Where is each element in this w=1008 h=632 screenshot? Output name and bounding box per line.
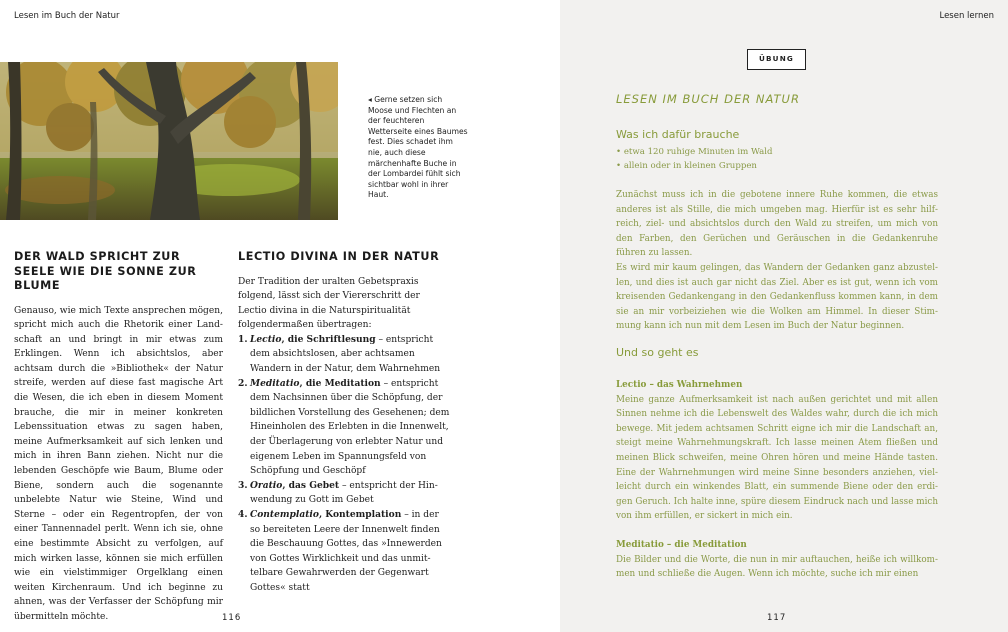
step-block-lectio <box>616 378 938 524</box>
section-heading-lectio: LECTIO DIVINA IN DER NATUR <box>238 250 440 263</box>
running-head-right: Lesen lernen <box>939 11 994 21</box>
page-number-left: 116 <box>222 613 242 623</box>
step-text: Die Bilder und die Worte, die nun in mir auftauchen, heiße ich willkommen und schließe die Augen. Wenn ich möchte, suche ich mir einen <box>616 554 938 580</box>
needs-heading: Was ich dafür brauche <box>616 128 740 141</box>
exercise-intro <box>616 188 938 334</box>
exercise-badge: ÜBUNG <box>747 49 806 70</box>
list-item: 1. Lectio, die Schriftlesung – entspricht dem absichtslosen, aber achtsamen Wandern in der Natur, dem Wahrnehmen <box>238 333 441 375</box>
section-text-wald: Genauso, wie mich Texte ansprechen mögen, spricht mich auch die Rhetorik einer Landschaft an und bringt in mir etwas zum Erklingen. Wenn ich absichtslos, aber achtsam durch die »Bibliothek« der Natur streife, werden auf diese fast magische Art die Wesen, die ich eben in diesem Moment brauche, die mir in meiner konkreten Lebenssituation etwas zu sagen haben, meine Aufmerksamkeit auf sich lenken und mich in ihren Bann ziehen. Nicht nur die lebenden Geschöpfe wie Baum, Blume oder Biene, sondern auch die sogenannte unbelebte Natur wie Steine, Wind und Sterne – oder ein Regentropfen, der von einer Tannennadel perlt. Wenn ich sie, ohne eine bestimmte Absicht zu verfolgen, auf mich wirken lasse, können sie mich erfüllen wie ein vielstimmiger Orgelklang einen weiten Kirchenraum. Und ich beginne zu ahnen, was der Verfasser der Schöpfung mir übermitteln möchte. <box>14 305 223 622</box>
running-head-left: Lesen im Buch der Natur <box>14 11 120 21</box>
lectio-steps-list <box>238 333 450 596</box>
howto-heading: Und so geht es <box>616 346 699 359</box>
step-heading: Lectio – das Wahrnehmen <box>616 380 743 390</box>
list-item: • etwa 120 ruhige Minuten im Wald <box>616 146 938 160</box>
needs-list <box>616 146 938 174</box>
column-right <box>238 250 450 596</box>
section-heading-wald: DER WALD SPRICHT ZUR SEELE WIE DIE SONNE ZUR BLUME <box>14 250 197 292</box>
beech-tree-illustration <box>0 62 338 220</box>
step-block-meditatio <box>616 538 938 584</box>
intro-paragraph: Zunächst muss ich in die gebotene innere Ruhe kommen, die etwas anderes ist als Stille, die mich umgeben mag. Hierfür ist es sehr hilfreich, ziel- und absichtslos durch den Wald zu streifen, um mich von den Farben, den Gerüchen und Geräuschen in die Gedankenruhe führen zu lassen. <box>616 190 938 259</box>
column-left <box>14 250 223 625</box>
list-item: 4. Contemplatio, Kontemplation – in der so bereiteten Leere der Innenwelt finden die Beschauung Gottes, das »Innewerden von Gottes Wirklichkeit und das unmittelbare Gewahrwerden der Gegenwart Gottes« statt <box>238 509 442 593</box>
section-intro-lectio: Der Tradition der uralten Gebetspraxis folgend, lässt sich der Viererschritt der Lectio divina in die Naturspiritualität folgendermaßen übertragen: <box>238 276 420 331</box>
list-item: 3. Oratio, das Gebet – entspricht der Hinwendung zu Gott im Gebet <box>238 479 438 506</box>
step-text: Meine ganze Aufmerksamkeit ist nach außen gerichtet und mit allen Sinnen nehme ich die Lebenswelt des Waldes wahr, durch die ich mich bewege. Mit jedem achtsamen Schritt eigne ich mir die Landschaft an, steigt meine Wahrnehmungskraft. Ich lasse meinen Atem fließen und meinen Blick schweifen, meine Ohren hören und meine Hände tasten. Eine der Wahrnehmungen wird meine Sinne besonders anziehen, vielleicht durch ein winkendes Blatt, ein summende Biene oder den erdigen Geruch. Ich halte inne, spüre diesem Eindruck nach und lasse mich von ihm erfüllen, er sickert in mich ein. <box>616 394 938 522</box>
page-number-right: 117 <box>767 613 787 623</box>
step-heading: Meditatio – die Meditation <box>616 540 747 550</box>
list-item: 2. Meditatio, die Meditation – entspricht dem Nachsinnen über die Schöpfung, der bildlichen Vorstellung des Gesehenen; dem Hineinholen des Erlebten in die Innenwelt, der Überlagerung von erlebter Natur und eigenem Leben im Spannungsfeld von Schöpfung und Geschöpf <box>238 377 450 477</box>
forest-photo <box>0 62 338 220</box>
intro-paragraph: Es wird mir kaum gelingen, das Wandern der Gedanken ganz abzustellen, und dies ist auch gar nicht das Ziel. Aber es ist gut, wenn ich vom kreisenden Gedankengang in den Gedankenfluss kommen kann, in dem sie an mir vorbeiziehen wie die Wolken am Himmel. In dieser Stimmung kann ich nun mit dem Lesen im Buch der Natur beginnen. <box>616 262 938 332</box>
photo-caption: ◂ Gerne setzen sich Moose und Flechten an der feuchteren Wetterseite eines Baumes fest. Dies schadet ihm nie, auch diese märchenhafte Buche in der Lombardei fühlt sich sichtbar wohl in ihrer Haut. <box>368 95 468 200</box>
exercise-title: LESEN IM BUCH DER NATUR <box>616 92 800 106</box>
list-item: • allein oder in kleinen Gruppen <box>616 160 938 174</box>
